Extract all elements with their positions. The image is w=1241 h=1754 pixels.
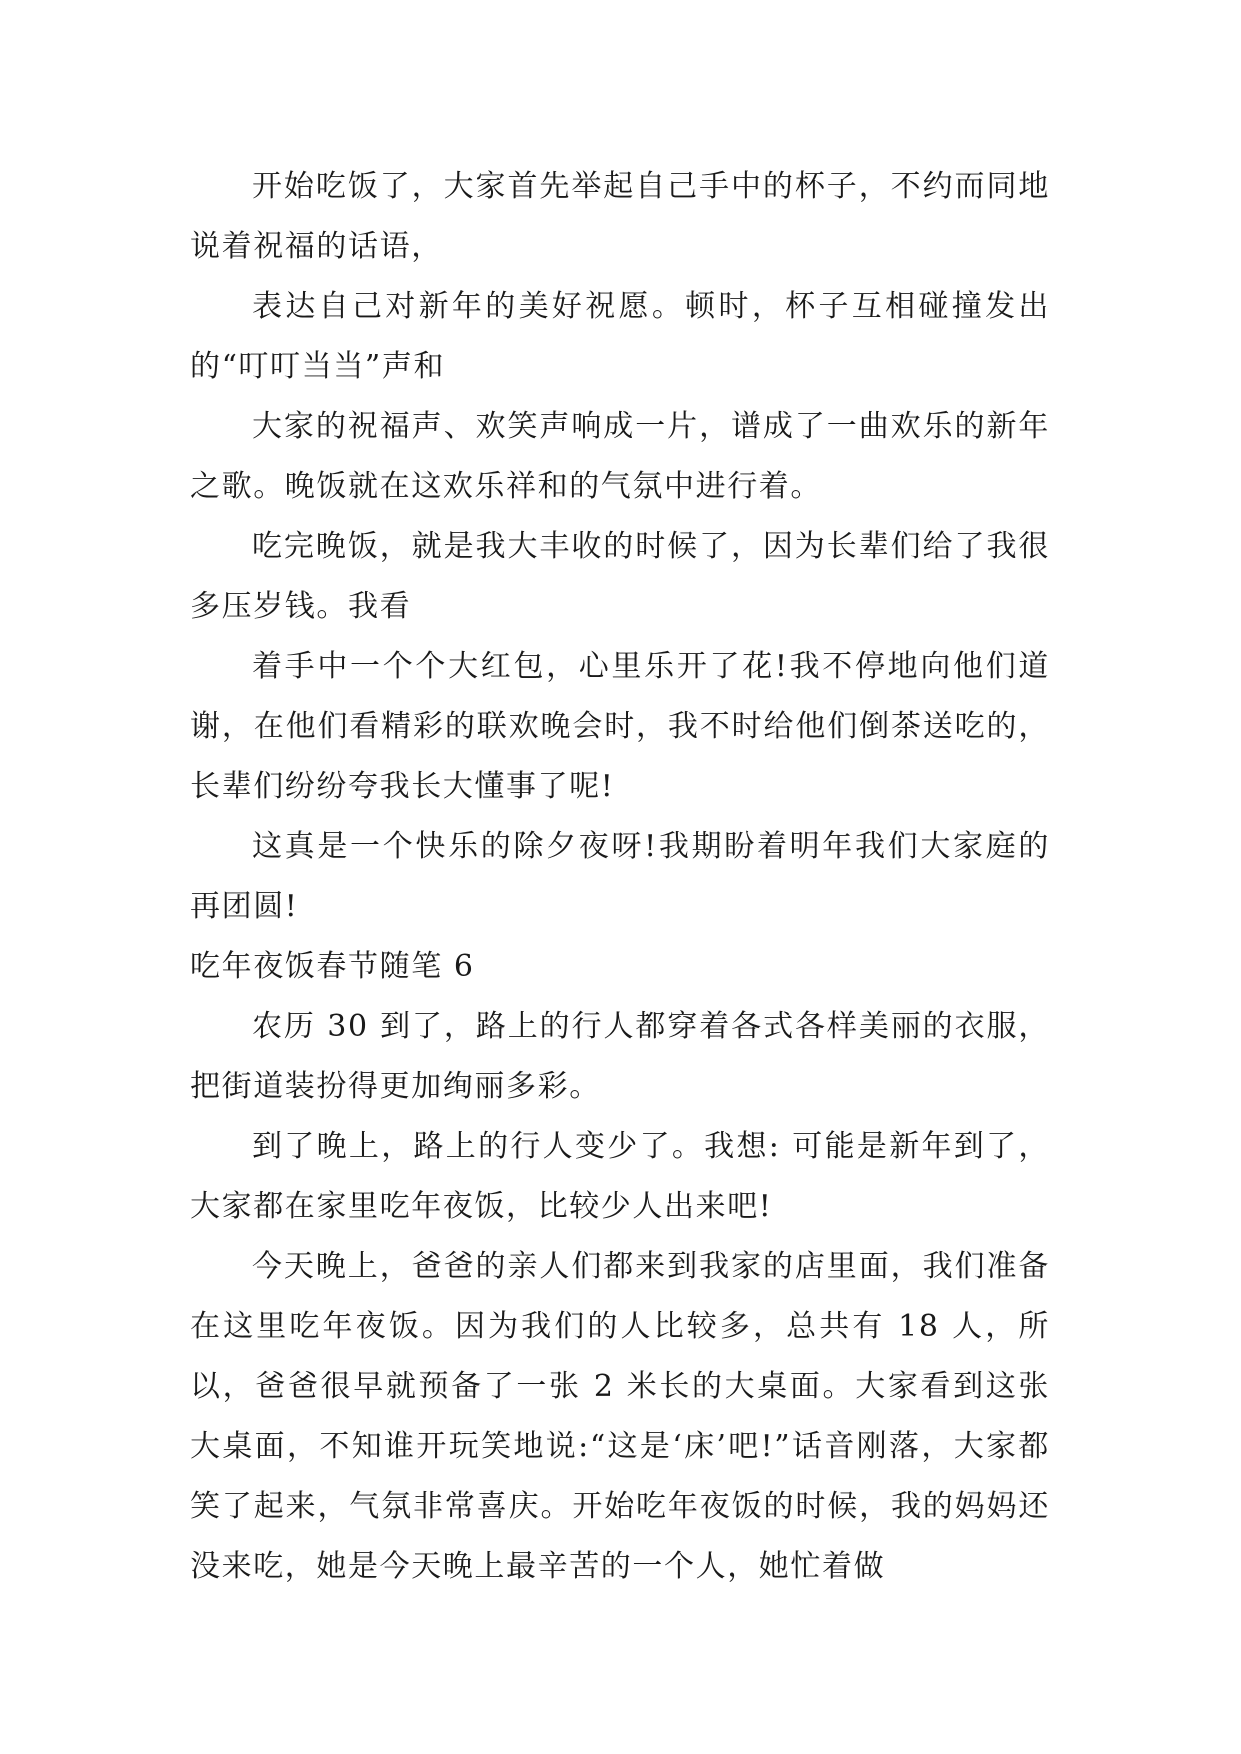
paragraph: 表达自己对新年的美好祝愿。顿时，杯子互相碰撞发出的“叮叮当当”声和	[190, 289, 1050, 384]
paragraph: 农历 30 到了，路上的行人都穿着各式各样美丽的衣服，把街道装扮得更加绚丽多彩。	[190, 1009, 1050, 1104]
paragraph: 这真是一个快乐的除夕夜呀!我期盼着明年我们大家庭的再团圆!	[190, 829, 1050, 924]
paragraph: 大家的祝福声、欢笑声响成一片，谱成了一曲欢乐的新年之歌。晚饭就在这欢乐祥和的气氛中进行着。	[190, 409, 1050, 504]
document-body	[190, 157, 1050, 1597]
paragraph: 着手中一个个大红包，心里乐开了花!我不停地向他们道谢，在他们看精彩的联欢晚会时，我不时给他们倒茶送吃的，长辈们纷纷夸我长大懂事了呢!	[190, 649, 1050, 804]
paragraph: 今天晚上，爸爸的亲人们都来到我家的店里面，我们准备在这里吃年夜饭。因为我们的人比较多，总共有 18 人，所以，爸爸很早就预备了一张 2 米长的大桌面。大家看到这张大桌面，不知谁开玩笑地说:“这是‘床’吧!”话音刚落，大家都笑了起来，气氛非常喜庆。开始吃年夜饭的时候，我的妈妈还没来吃，她是今天晚上最辛苦的一个人，她忙着做	[190, 1249, 1050, 1584]
paragraph: 到了晚上，路上的行人变少了。我想: 可能是新年到了，大家都在家里吃年夜饭，比较少人出来吧!	[190, 1129, 1050, 1224]
paragraph: 吃完晚饭，就是我大丰收的时候了，因为长辈们给了我很多压岁钱。我看	[190, 529, 1050, 624]
paragraph: 开始吃饭了，大家首先举起自己手中的杯子，不约而同地说着祝福的话语，	[190, 169, 1050, 264]
section-heading: 吃年夜饭春节随笔 6	[190, 949, 475, 984]
